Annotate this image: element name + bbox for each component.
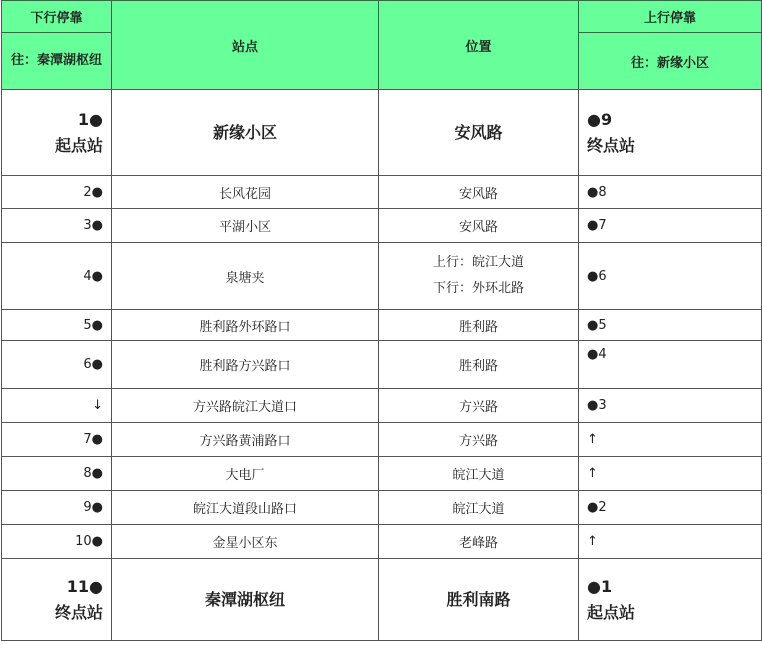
table-row: [2, 176, 762, 209]
table-row: [2, 209, 762, 243]
down-stop-cell: [2, 559, 112, 641]
up-stop-note: 起点站: [587, 602, 636, 622]
station-name: 泉塘夹: [112, 243, 379, 310]
station-name: 方兴路皖江大道口: [112, 389, 379, 423]
station-name: 长风花园: [112, 176, 379, 209]
station-location: 胜利路: [379, 310, 579, 341]
location-downbound: 下行：外环北路: [432, 281, 524, 296]
down-stop-note: 起点站: [54, 135, 103, 155]
up-stop-number: ●9: [587, 109, 613, 129]
station-location: 老峰路: [379, 525, 579, 559]
station-location: [379, 243, 579, 310]
up-stop: ●2: [579, 491, 762, 525]
down-stop: ↓: [2, 389, 112, 423]
up-stop: ●4: [579, 341, 762, 389]
down-stop-header: 下行停靠: [2, 1, 112, 33]
station-name: 方兴路黄浦路口: [112, 423, 379, 457]
station-column-header: 站点: [112, 1, 379, 90]
station-location: 方兴路: [379, 423, 579, 457]
down-stop: 3●: [2, 209, 112, 243]
station-location: 安风路: [379, 90, 579, 176]
station-location: 安风路: [379, 176, 579, 209]
down-stop-number: 11●: [66, 576, 103, 596]
down-stop: 10●: [2, 525, 112, 559]
down-stop-number: 1●: [77, 109, 103, 129]
up-stop: ↑: [579, 525, 762, 559]
table-row: [2, 341, 762, 389]
station-location: 皖江大道: [379, 491, 579, 525]
station-location: 安风路: [379, 209, 579, 243]
header-row-1: [2, 1, 762, 33]
station-name: 秦潭湖枢纽: [112, 559, 379, 641]
up-stop: ↑: [579, 457, 762, 491]
station-name: 胜利路方兴路口: [112, 341, 379, 389]
table-row: [2, 243, 762, 310]
station-name: 大电厂: [112, 457, 379, 491]
station-location: 方兴路: [379, 389, 579, 423]
down-stop: 8●: [2, 457, 112, 491]
table-row: [2, 310, 762, 341]
down-stop: 5●: [2, 310, 112, 341]
up-stop: ↑: [579, 423, 762, 457]
down-direction: 往：秦潭湖枢纽: [2, 33, 112, 90]
down-stop: 7●: [2, 423, 112, 457]
station-name: 胜利路外环路口: [112, 310, 379, 341]
location-upbound: 上行：皖江大道: [432, 255, 524, 270]
station-name: 新缘小区: [112, 90, 379, 176]
down-stop-cell: [2, 90, 112, 176]
up-stop: ●8: [579, 176, 762, 209]
table-row: [2, 559, 762, 641]
down-stop: 6●: [2, 341, 112, 389]
table-row: [2, 457, 762, 491]
station-name: 平湖小区: [112, 209, 379, 243]
down-stop: 9●: [2, 491, 112, 525]
up-stop: ●5: [579, 310, 762, 341]
bus-route-table: [1, 0, 762, 641]
up-stop-cell: [579, 90, 762, 176]
location-column-header: 位置: [379, 1, 579, 90]
table-row: [2, 525, 762, 559]
table-row: [2, 491, 762, 525]
table-row: [2, 389, 762, 423]
table-row: [2, 90, 762, 176]
up-stop-number: ●1: [587, 576, 613, 596]
station-location: 胜利路: [379, 341, 579, 389]
down-stop: 4●: [2, 243, 112, 310]
up-stop-header: 上行停靠: [579, 1, 762, 33]
station-name: 金星小区东: [112, 525, 379, 559]
station-name: 皖江大道段山路口: [112, 491, 379, 525]
up-direction: 往：新缘小区: [579, 33, 762, 90]
up-stop: ●6: [579, 243, 762, 310]
station-location: 胜利南路: [379, 559, 579, 641]
station-location: 皖江大道: [379, 457, 579, 491]
up-stop: ●7: [579, 209, 762, 243]
up-stop-note: 终点站: [587, 135, 636, 155]
up-stop-cell: [579, 559, 762, 641]
up-stop: ●3: [579, 389, 762, 423]
down-stop-note: 终点站: [54, 602, 103, 622]
down-stop: 2●: [2, 176, 112, 209]
table-row: [2, 423, 762, 457]
